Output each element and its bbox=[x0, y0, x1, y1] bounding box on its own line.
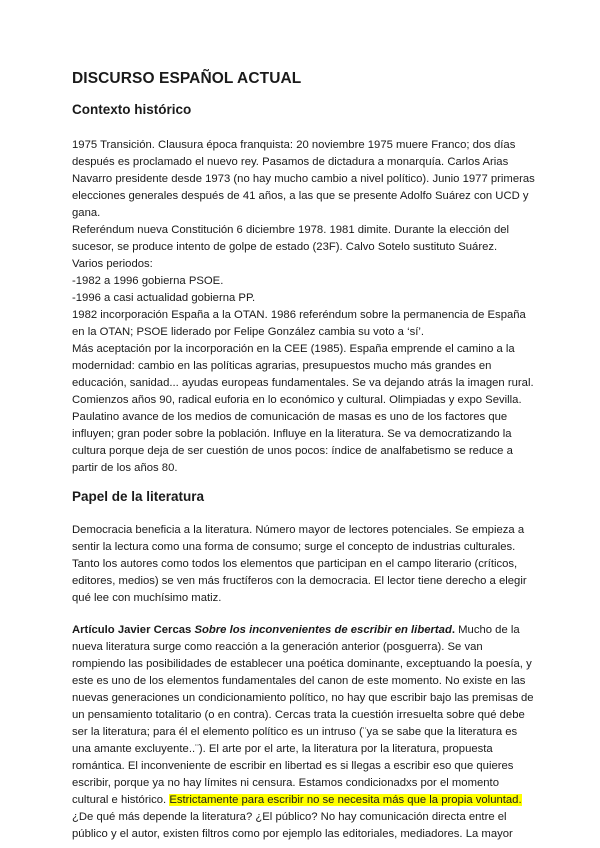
text-line: escribir, porque ya no hay límites ni censura. Estamos condicionadxs por el momento bbox=[72, 777, 499, 789]
text-line: Paulatino avance de los medios de comunicación de masas es uno de los factores que bbox=[72, 411, 508, 423]
text-line bbox=[72, 792, 528, 809]
text-fragment: Mucho de la bbox=[455, 624, 520, 636]
paragraph-contexto bbox=[72, 137, 535, 477]
text-line: modernidad: cambio en las políticas agrarias, presupuestos mucho más grandes en bbox=[72, 360, 492, 372]
text-line: sentir la lectura como una forma de consumo; surge el concepto de industrias culturales. bbox=[72, 541, 516, 553]
text-line: Varios periodos: bbox=[72, 258, 153, 270]
text-line: 1975 Transición. Clausura época franquista: 20 noviembre 1975 muere Franco; dos días bbox=[72, 139, 516, 151]
text-fragment: cultural e histórico. bbox=[72, 794, 170, 806]
text-line: un pensamiento totalitario (o en contra). Cercas trata la cuestión irresuelta sobre qué debe bbox=[72, 709, 525, 721]
text-line: Referéndum nueva Constitución 6 diciembre 1978. 1981 dimite. Durante la elección del bbox=[72, 224, 510, 236]
document-title: DISCURSO ESPAÑOL ACTUAL bbox=[72, 70, 302, 87]
text-line: Democracia beneficia a la literatura. Número mayor de lectores potenciales. Se empieza a bbox=[72, 524, 525, 536]
text-line: rompiendo las posibilidades de establecer una poética dominante, exceptuando la poesía, y bbox=[72, 658, 532, 670]
article-author-lead: Artículo Javier Cercas bbox=[72, 624, 195, 636]
section-heading-contexto: Contexto histórico bbox=[72, 102, 192, 117]
text-line: Comienzos años 90, radical euforia en lo económico y cultural. Olimpiadas y expo Sevilla. bbox=[72, 394, 522, 406]
text-line: 1982 incorporación España a la OTAN. 1986 referéndum sobre la permanencia de España bbox=[72, 309, 526, 321]
article-title-period: . bbox=[451, 624, 455, 636]
paragraph-papel bbox=[72, 522, 528, 607]
article-title: Sobre los inconvenientes de escribir en libertad bbox=[194, 624, 452, 636]
text-line: editores, medios) se ven más fructíferos con la democracia. El lector tiene derecho a elegir bbox=[72, 575, 527, 587]
text-line: ser la literatura; para él el elemento político es un intruso (¨ya se sabe que la literatura es bbox=[72, 726, 518, 738]
text-line: romántica. El inconveniente de escribir en libertad es si llegas a escribir eso que quieres bbox=[72, 760, 514, 772]
paragraph-cercas bbox=[72, 622, 534, 843]
text-line: qué lee con muchísimo matiz. bbox=[72, 592, 222, 604]
text-line: influyen; gran poder sobre la población. Influye en la literatura. Se va democratizando la bbox=[72, 428, 512, 440]
text-line: nuevas generaciones un condicionamiento político, no hay que escribir bajo las premisas de bbox=[72, 692, 534, 704]
text-line: cultura porque deja de ser cuestión de unos pocos: índice de analfabetismo se reduce a bbox=[72, 445, 513, 457]
text-line: -1996 a casi actualidad gobierna PP. bbox=[72, 292, 256, 304]
section-heading-papel: Papel de la literatura bbox=[72, 489, 205, 504]
text-line: Más aceptación por la incorporación en la CEE (1985). España emprende el camino a la bbox=[72, 343, 515, 355]
text-line: gana. bbox=[72, 207, 101, 219]
text-line: una amante excluyente..¨). El arte por el arte, la literatura por la literatura, propuesta bbox=[72, 743, 493, 755]
text-line: educación, sanidad... ayudas europeas fundamentales. Se va dejando atrás la imagen rural. bbox=[72, 377, 534, 389]
text-line: -1982 a 1996 gobierna PSOE. bbox=[72, 275, 224, 287]
text-line: en la OTAN; PSOE liderado por Felipe González cambia su voto a ‘sí’. bbox=[72, 326, 425, 338]
text-line: este es uno de los elementos fundamentales del canon de este momento. No existe en las bbox=[72, 675, 526, 687]
text-line: después es proclamado el nuevo rey. Pasamos de dictadura a monarquía. Carlos Arias bbox=[72, 156, 509, 168]
text-line: nueva literatura surge como reacción a la generación anterior (posguerra). Se van bbox=[72, 641, 483, 653]
text-line: ¿De qué más depende la literatura? ¿El público? No hay comunicación directa entre el bbox=[72, 811, 507, 823]
text-line: elecciones generales después de 41 años, a las que se presente Adolfo Suárez con UCD y bbox=[72, 190, 529, 202]
text-line: público y el autor, existen filtros como por ejemplo las editoriales, mediadores. La mayor bbox=[72, 828, 513, 840]
text-line: sucesor, se produce intento de golpe de estado (23F). Calvo Sotelo sustituto Suárez. bbox=[72, 241, 498, 253]
text-line: Navarro presidente desde 1973 (no hay mucho cambio a nivel político). Junio 1977 primeras bbox=[72, 173, 535, 185]
text-line: Tanto los autores como todos los elementos que participan en el campo literario (críticos, bbox=[72, 558, 518, 570]
text-line: partir de los años 80. bbox=[72, 462, 178, 474]
text-line bbox=[72, 622, 528, 639]
highlighted-quote: Estrictamente para escribir no se necesita más que la propia voluntad. bbox=[169, 794, 522, 806]
